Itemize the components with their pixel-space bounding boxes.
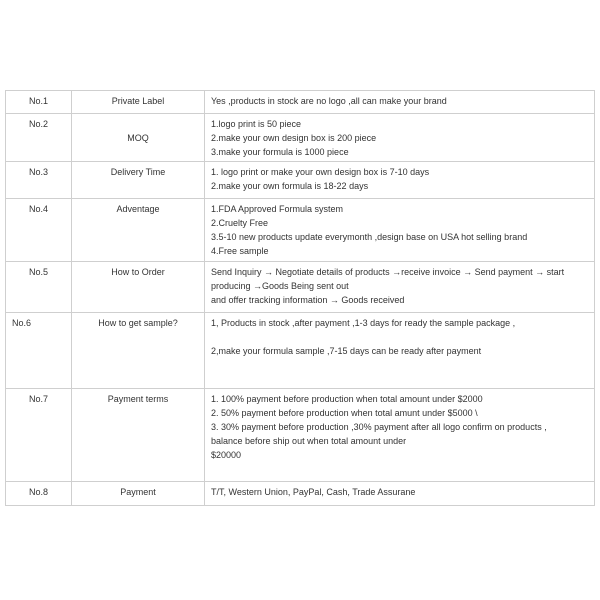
row-number: No.8 [6, 482, 72, 506]
row-description [205, 162, 595, 199]
row-description [205, 313, 595, 389]
row-description [205, 114, 595, 162]
description-line: 1.logo print is 50 piece [211, 119, 302, 129]
table-row [6, 482, 595, 506]
row-label: Private Label [72, 91, 205, 114]
description-line: 4.Free sample [211, 246, 269, 256]
description-line: $20000 [211, 450, 242, 460]
row-label: How to Order [72, 262, 205, 313]
row-label-text: MOQ [127, 133, 149, 143]
row-description [205, 389, 595, 482]
row-number: No.1 [6, 91, 72, 114]
table-row [6, 262, 595, 313]
row-number: No.4 [6, 199, 72, 262]
table-row [6, 114, 595, 162]
description-line: 1. 100% payment before production when total amount under $2000 [211, 394, 483, 404]
description-line: balance before ship out when total amount under [211, 436, 407, 446]
info-table [5, 90, 595, 506]
description-line: 3.5-10 new products update everymonth ,design base on USA hot selling brand [211, 232, 528, 242]
description-line: 3.make your formula is 1000 piece [211, 147, 349, 157]
row-description [205, 262, 595, 313]
row-number: No.5 [6, 262, 72, 313]
description-line: 2,make your formula sample ,7-15 days can be ready after payment [211, 346, 482, 356]
description-line: Send Inquiry → Negotiate details of products →receive invoice → Send payment → start [211, 267, 565, 277]
table-row [6, 162, 595, 199]
description-line: T/T, Western Union, PayPal, Cash, Trade Assurane [211, 487, 416, 497]
description-line: 1.FDA Approved Formula system [211, 204, 344, 214]
table-row [6, 389, 595, 482]
row-description [205, 199, 595, 262]
row-label: Delivery Time [72, 162, 205, 199]
row-number: No.3 [6, 162, 72, 199]
row-description [205, 91, 595, 114]
description-line: 2.Cruelty Free [211, 218, 269, 228]
description-line: and offer tracking information → Goods received [211, 295, 405, 305]
line-spacer [211, 330, 588, 344]
table-row [6, 199, 595, 262]
description-line: 1, Products in stock ,after payment ,1-3 days for ready the sample package , [211, 318, 516, 328]
row-label [72, 114, 205, 162]
table-row [6, 91, 595, 114]
description-line: 2.make your own formula is 18-22 days [211, 181, 369, 191]
description-line: 2.make your own design box is 200 piece [211, 133, 377, 143]
description-line: 2. 50% payment before production when total amunt under $5000 \ [211, 408, 478, 418]
description-line: 3. 30% payment before production ,30% payment after all logo confirm on products , [211, 422, 547, 432]
description-line: Yes ,products in stock are no logo ,all can make your brand [211, 96, 447, 106]
row-label: Adventage [72, 199, 205, 262]
row-label: Payment [72, 482, 205, 506]
row-number: No.7 [6, 389, 72, 482]
row-label: Payment terms [72, 389, 205, 482]
description-line: producing →Goods Being sent out [211, 281, 349, 291]
row-number: No.2 [6, 114, 72, 162]
row-number: No.6 [6, 313, 72, 389]
table-row [6, 313, 595, 389]
row-label: How to get sample? [72, 313, 205, 389]
row-description [205, 482, 595, 506]
description-line: 1. logo print or make your own design box is 7-10 days [211, 167, 430, 177]
